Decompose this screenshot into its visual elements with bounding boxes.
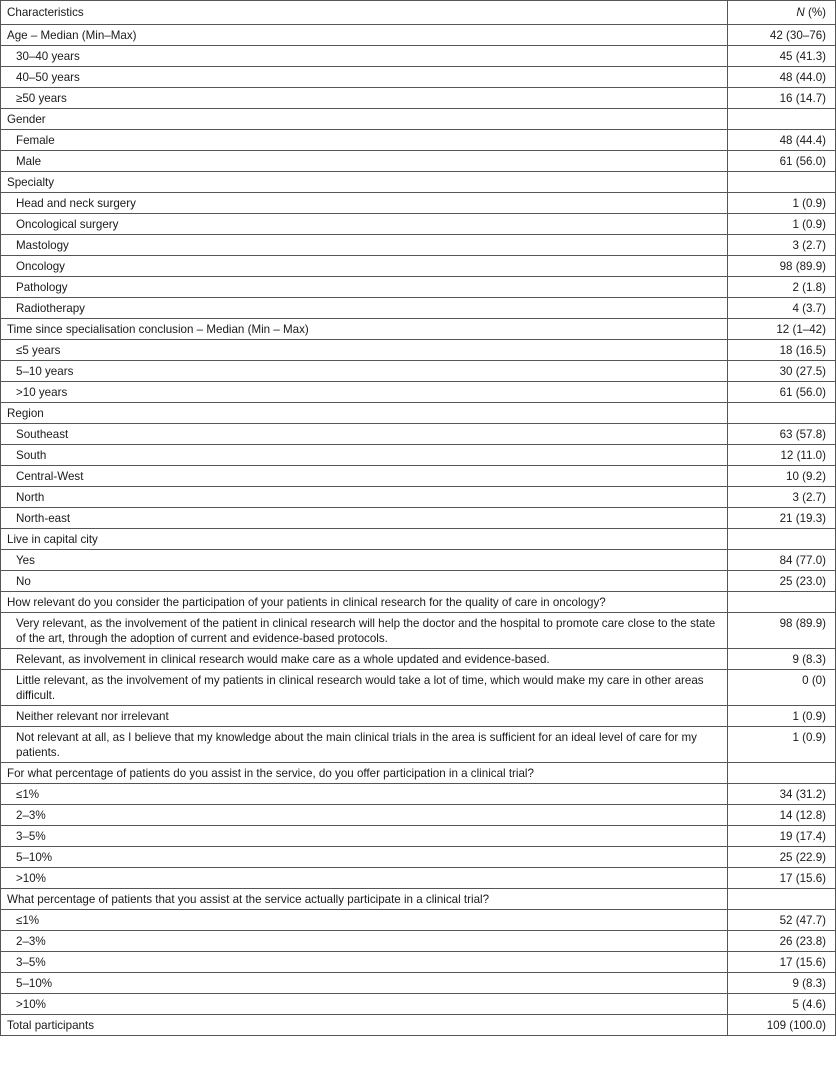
row-sublabel: 5–10%: [1, 973, 728, 994]
row-value: 61 (56.0): [728, 382, 836, 403]
row-value: 9 (8.3): [728, 649, 836, 670]
table-row: [1, 508, 836, 529]
row-sublabel: >10%: [1, 994, 728, 1015]
row-label: Live in capital city: [1, 529, 728, 550]
row-sublabel: 2–3%: [1, 931, 728, 952]
row-sublabel: 30–40 years: [1, 46, 728, 67]
row-value: 16 (14.7): [728, 88, 836, 109]
table-row: [1, 910, 836, 931]
row-value: 4 (3.7): [728, 298, 836, 319]
row-value: 84 (77.0): [728, 550, 836, 571]
row-value: 19 (17.4): [728, 826, 836, 847]
row-sublabel: Male: [1, 151, 728, 172]
row-label: Total participants: [1, 1015, 728, 1036]
table-row: [1, 649, 836, 670]
row-sublabel: Oncology: [1, 256, 728, 277]
row-value: [728, 889, 836, 910]
table-row: [1, 868, 836, 889]
table-row: [1, 592, 836, 613]
table-row: [1, 466, 836, 487]
row-sublabel: ≤1%: [1, 784, 728, 805]
row-value: 12 (11.0): [728, 445, 836, 466]
table-row: [1, 889, 836, 910]
table-row: [1, 952, 836, 973]
row-sublabel: 5–10%: [1, 847, 728, 868]
row-value: [728, 592, 836, 613]
row-sublabel: Female: [1, 130, 728, 151]
table-row: [1, 973, 836, 994]
row-sublabel: Mastology: [1, 235, 728, 256]
row-value: 52 (47.7): [728, 910, 836, 931]
row-sublabel: Southeast: [1, 424, 728, 445]
row-sublabel: North: [1, 487, 728, 508]
row-sublabel: Head and neck surgery: [1, 193, 728, 214]
row-value: 21 (19.3): [728, 508, 836, 529]
table-row: [1, 994, 836, 1015]
table-row: [1, 277, 836, 298]
table-row: [1, 613, 836, 649]
row-value: 1 (0.9): [728, 727, 836, 763]
table-row: [1, 172, 836, 193]
row-sublabel: Relevant, as involvement in clinical research would make care as a whole updated and evidence-based.: [1, 649, 728, 670]
table-row: [1, 88, 836, 109]
row-value: 25 (23.0): [728, 571, 836, 592]
row-label: For what percentage of patients do you assist in the service, do you offer participation in a clinical trial?: [1, 763, 728, 784]
row-sublabel: 5–10 years: [1, 361, 728, 382]
table-row: [1, 46, 836, 67]
row-sublabel: Neither relevant nor irrelevant: [1, 706, 728, 727]
row-label: Region: [1, 403, 728, 424]
table-row: [1, 319, 836, 340]
row-value: 17 (15.6): [728, 952, 836, 973]
row-value: [728, 763, 836, 784]
row-value: 109 (100.0): [728, 1015, 836, 1036]
row-sublabel: Not relevant at all, as I believe that my knowledge about the main clinical trials in the area is sufficient for an ideal level of care for my patients.: [1, 727, 728, 763]
table-row: [1, 550, 836, 571]
row-sublabel: Pathology: [1, 277, 728, 298]
row-value: 61 (56.0): [728, 151, 836, 172]
row-value: 63 (57.8): [728, 424, 836, 445]
table-row: [1, 424, 836, 445]
row-label: Gender: [1, 109, 728, 130]
row-value: 48 (44.4): [728, 130, 836, 151]
table-row: [1, 571, 836, 592]
row-value: 98 (89.9): [728, 256, 836, 277]
row-value: 9 (8.3): [728, 973, 836, 994]
row-value: 34 (31.2): [728, 784, 836, 805]
row-sublabel: 3–5%: [1, 826, 728, 847]
table-row: [1, 931, 836, 952]
table-row: [1, 340, 836, 361]
table-header-row: [1, 1, 836, 25]
row-value: 5 (4.6): [728, 994, 836, 1015]
table-row: [1, 445, 836, 466]
table-row: [1, 763, 836, 784]
row-label: Specialty: [1, 172, 728, 193]
header-n-percent: [728, 1, 836, 25]
row-value: 0 (0): [728, 670, 836, 706]
table-row: [1, 109, 836, 130]
row-sublabel: ≤1%: [1, 910, 728, 931]
table-row: [1, 235, 836, 256]
table-row: [1, 1015, 836, 1036]
row-sublabel: Central-West: [1, 466, 728, 487]
table-row: [1, 130, 836, 151]
row-sublabel: ≤5 years: [1, 340, 728, 361]
row-value: 3 (2.7): [728, 487, 836, 508]
row-value: 25 (22.9): [728, 847, 836, 868]
row-sublabel: >10 years: [1, 382, 728, 403]
table-row: [1, 298, 836, 319]
table-row: [1, 214, 836, 235]
table-row: [1, 25, 836, 46]
row-sublabel: Yes: [1, 550, 728, 571]
row-value: 3 (2.7): [728, 235, 836, 256]
row-sublabel: Radiotherapy: [1, 298, 728, 319]
row-value: 14 (12.8): [728, 805, 836, 826]
table-row: [1, 403, 836, 424]
row-sublabel: 2–3%: [1, 805, 728, 826]
row-sublabel: South: [1, 445, 728, 466]
table-row: [1, 847, 836, 868]
row-value: 48 (44.0): [728, 67, 836, 88]
row-sublabel: 3–5%: [1, 952, 728, 973]
row-label: How relevant do you consider the participation of your patients in clinical research for the quality of care in oncology?: [1, 592, 728, 613]
row-value: 30 (27.5): [728, 361, 836, 382]
row-label: Age – Median (Min–Max): [1, 25, 728, 46]
table-row: [1, 67, 836, 88]
table-row: [1, 193, 836, 214]
row-value: [728, 529, 836, 550]
table-row: [1, 826, 836, 847]
row-value: 45 (41.3): [728, 46, 836, 67]
row-sublabel: ≥50 years: [1, 88, 728, 109]
row-sublabel: >10%: [1, 868, 728, 889]
row-value: 42 (30–76): [728, 25, 836, 46]
row-sublabel: 40–50 years: [1, 67, 728, 88]
row-value: 1 (0.9): [728, 214, 836, 235]
row-value: 26 (23.8): [728, 931, 836, 952]
row-value: 18 (16.5): [728, 340, 836, 361]
row-value: 2 (1.8): [728, 277, 836, 298]
table-row: [1, 382, 836, 403]
row-value: [728, 172, 836, 193]
table-row: [1, 727, 836, 763]
row-sublabel: North-east: [1, 508, 728, 529]
row-value: 10 (9.2): [728, 466, 836, 487]
header-characteristics: Characteristics: [1, 1, 728, 25]
table-row: [1, 361, 836, 382]
row-value: 12 (1–42): [728, 319, 836, 340]
table-row: [1, 805, 836, 826]
row-value: [728, 403, 836, 424]
header-n: N: [796, 6, 805, 19]
table-row: [1, 529, 836, 550]
table-row: [1, 151, 836, 172]
row-value: 1 (0.9): [728, 706, 836, 727]
row-value: 1 (0.9): [728, 193, 836, 214]
table-row: [1, 670, 836, 706]
header-pct: (%): [804, 6, 826, 19]
row-value: [728, 109, 836, 130]
table-row: [1, 487, 836, 508]
row-value: 17 (15.6): [728, 868, 836, 889]
row-value: 98 (89.9): [728, 613, 836, 649]
table-row: [1, 784, 836, 805]
row-label: What percentage of patients that you assist at the service actually participate in a clinical trial?: [1, 889, 728, 910]
row-sublabel: No: [1, 571, 728, 592]
table-row: [1, 706, 836, 727]
row-sublabel: Very relevant, as the involvement of the patient in clinical research will help the doctor and the hospital to promote care close to the state of the art, through the adoption of current and evidence-based protocols.: [1, 613, 728, 649]
row-label: Time since specialisation conclusion – Median (Min – Max): [1, 319, 728, 340]
row-sublabel: Oncological surgery: [1, 214, 728, 235]
table-row: [1, 256, 836, 277]
row-sublabel: Little relevant, as the involvement of my patients in clinical research would take a lot of time, which would make my care in other areas difficult.: [1, 670, 728, 706]
table-body: [1, 25, 836, 1036]
